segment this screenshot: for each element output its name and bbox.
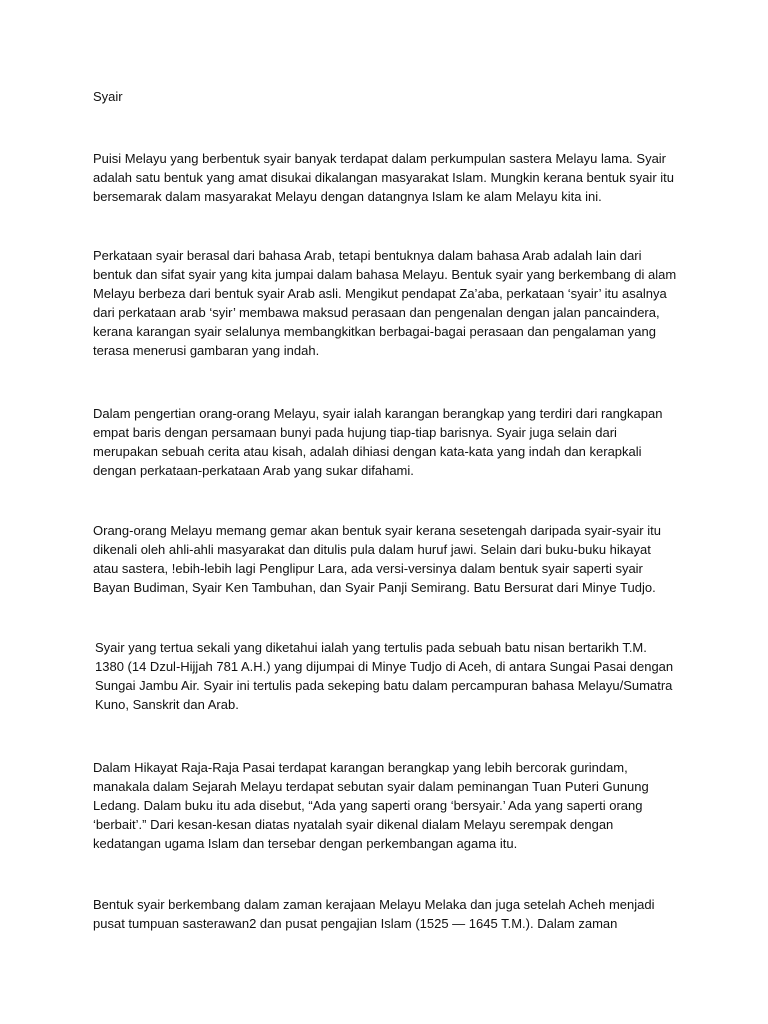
paragraph-6: Dalam Hikayat Raja-Raja Pasai terdapat karangan berangkap yang lebih bercorak gurindam, manakala dalam Sejarah Melayu terdapat sebutan syair dalam peminangan Tuan Puteri Gunung Ledang. Dalam buku itu ada disebut, “Ada yang saperti orang ‘bersyair.’ Ada yang saperti orang ‘berbait’.” Dari kesan-kesan diatas nyatalah syair dikenal dialam Melayu serempak dengan kedatangan ugama Islam dan tersebar dengan perkembangan agama itu. [93,760,649,851]
paragraph-3: Dalam pengertian orang-orang Melayu, syair ialah karangan berangkap yang terdiri dari rangkapan empat baris dengan persamaan bunyi pada hujung tiap-tiap barisnya. Syair juga selain dari merupakan sebuah cerita atau kisah, adalah dihiasi dengan kata-kata yang indah dan kerapkali dengan perkataan-perkataan Arab yang sukar difahami. [93,406,663,478]
paragraph-1: Puisi Melayu yang berbentuk syair banyak terdapat dalam perkumpulan sastera Melayu lama. Syair adalah satu bentuk yang amat disukai dikalangan masyarakat Islam. Mungkin kerana bentuk syair itu bersemarak dalam masyarakat Melayu dengan datangnya Islam ke alam Melayu kita ini. [93,151,674,204]
paragraph-7: Bentuk syair berkembang dalam zaman kerajaan Melayu Melaka dan juga setelah Acheh menjadi pusat tumpuan sasterawan2 dan pusat pengajian Islam (1525 — 1645 T.M.). Dalam zaman [93,897,655,931]
paragraph-2: Perkataan syair berasal dari bahasa Arab, tetapi bentuknya dalam bahasa Arab adalah lain dari bentuk dan sifat syair yang kita jumpai dalam bahasa Melayu. Bentuk syair yang berkembang di alam Melayu berbeza dari bentuk syair Arab asli. Mengikut pendapat Za’aba, perkataan ‘syair’ itu asalnya dari perkataan arab ‘syir’ membawa maksud perasaan dan pengenalan dengan jalan pancaindera, kerana karangan syair selalunya membangkitkan berbagai-bagai perasaan dan pengalaman yang terasa menerusi gambaran yang indah. [93,248,677,358]
document-title: Syair [93,89,123,104]
paragraph-5: Syair yang tertua sekali yang diketahui ialah yang tertulis pada sebuah batu nisan bertarikh T.M. 1380 (14 Dzul-Hijjah 781 A.H.) yang dijumpai di Minye Tudjo di Aceh, di antara Sungai Pasai dengan Sungai Jambu Air. Syair ini tertulis pada sekeping batu dalam percampuran bahasa Melayu/Sumatra Kuno, Sanskrit dan Arab. [95,640,674,712]
paragraph-4: Orang-orang Melayu memang gemar akan bentuk syair kerana sesetengah daripada syair-syair itu dikenali oleh ahli-ahli masyarakat dan ditulis pula dalam huruf jawi. Selain dari buku-buku hikayat atau sastera, !ebih-lebih lagi Penglipur Lara, ada versi-versinya dalam bentuk syair saperti syair Bayan Budiman, Syair Ken Tambuhan, dan Syair Panji Semirang. Batu Bersurat dari Minye Tudjo. [93,523,661,595]
